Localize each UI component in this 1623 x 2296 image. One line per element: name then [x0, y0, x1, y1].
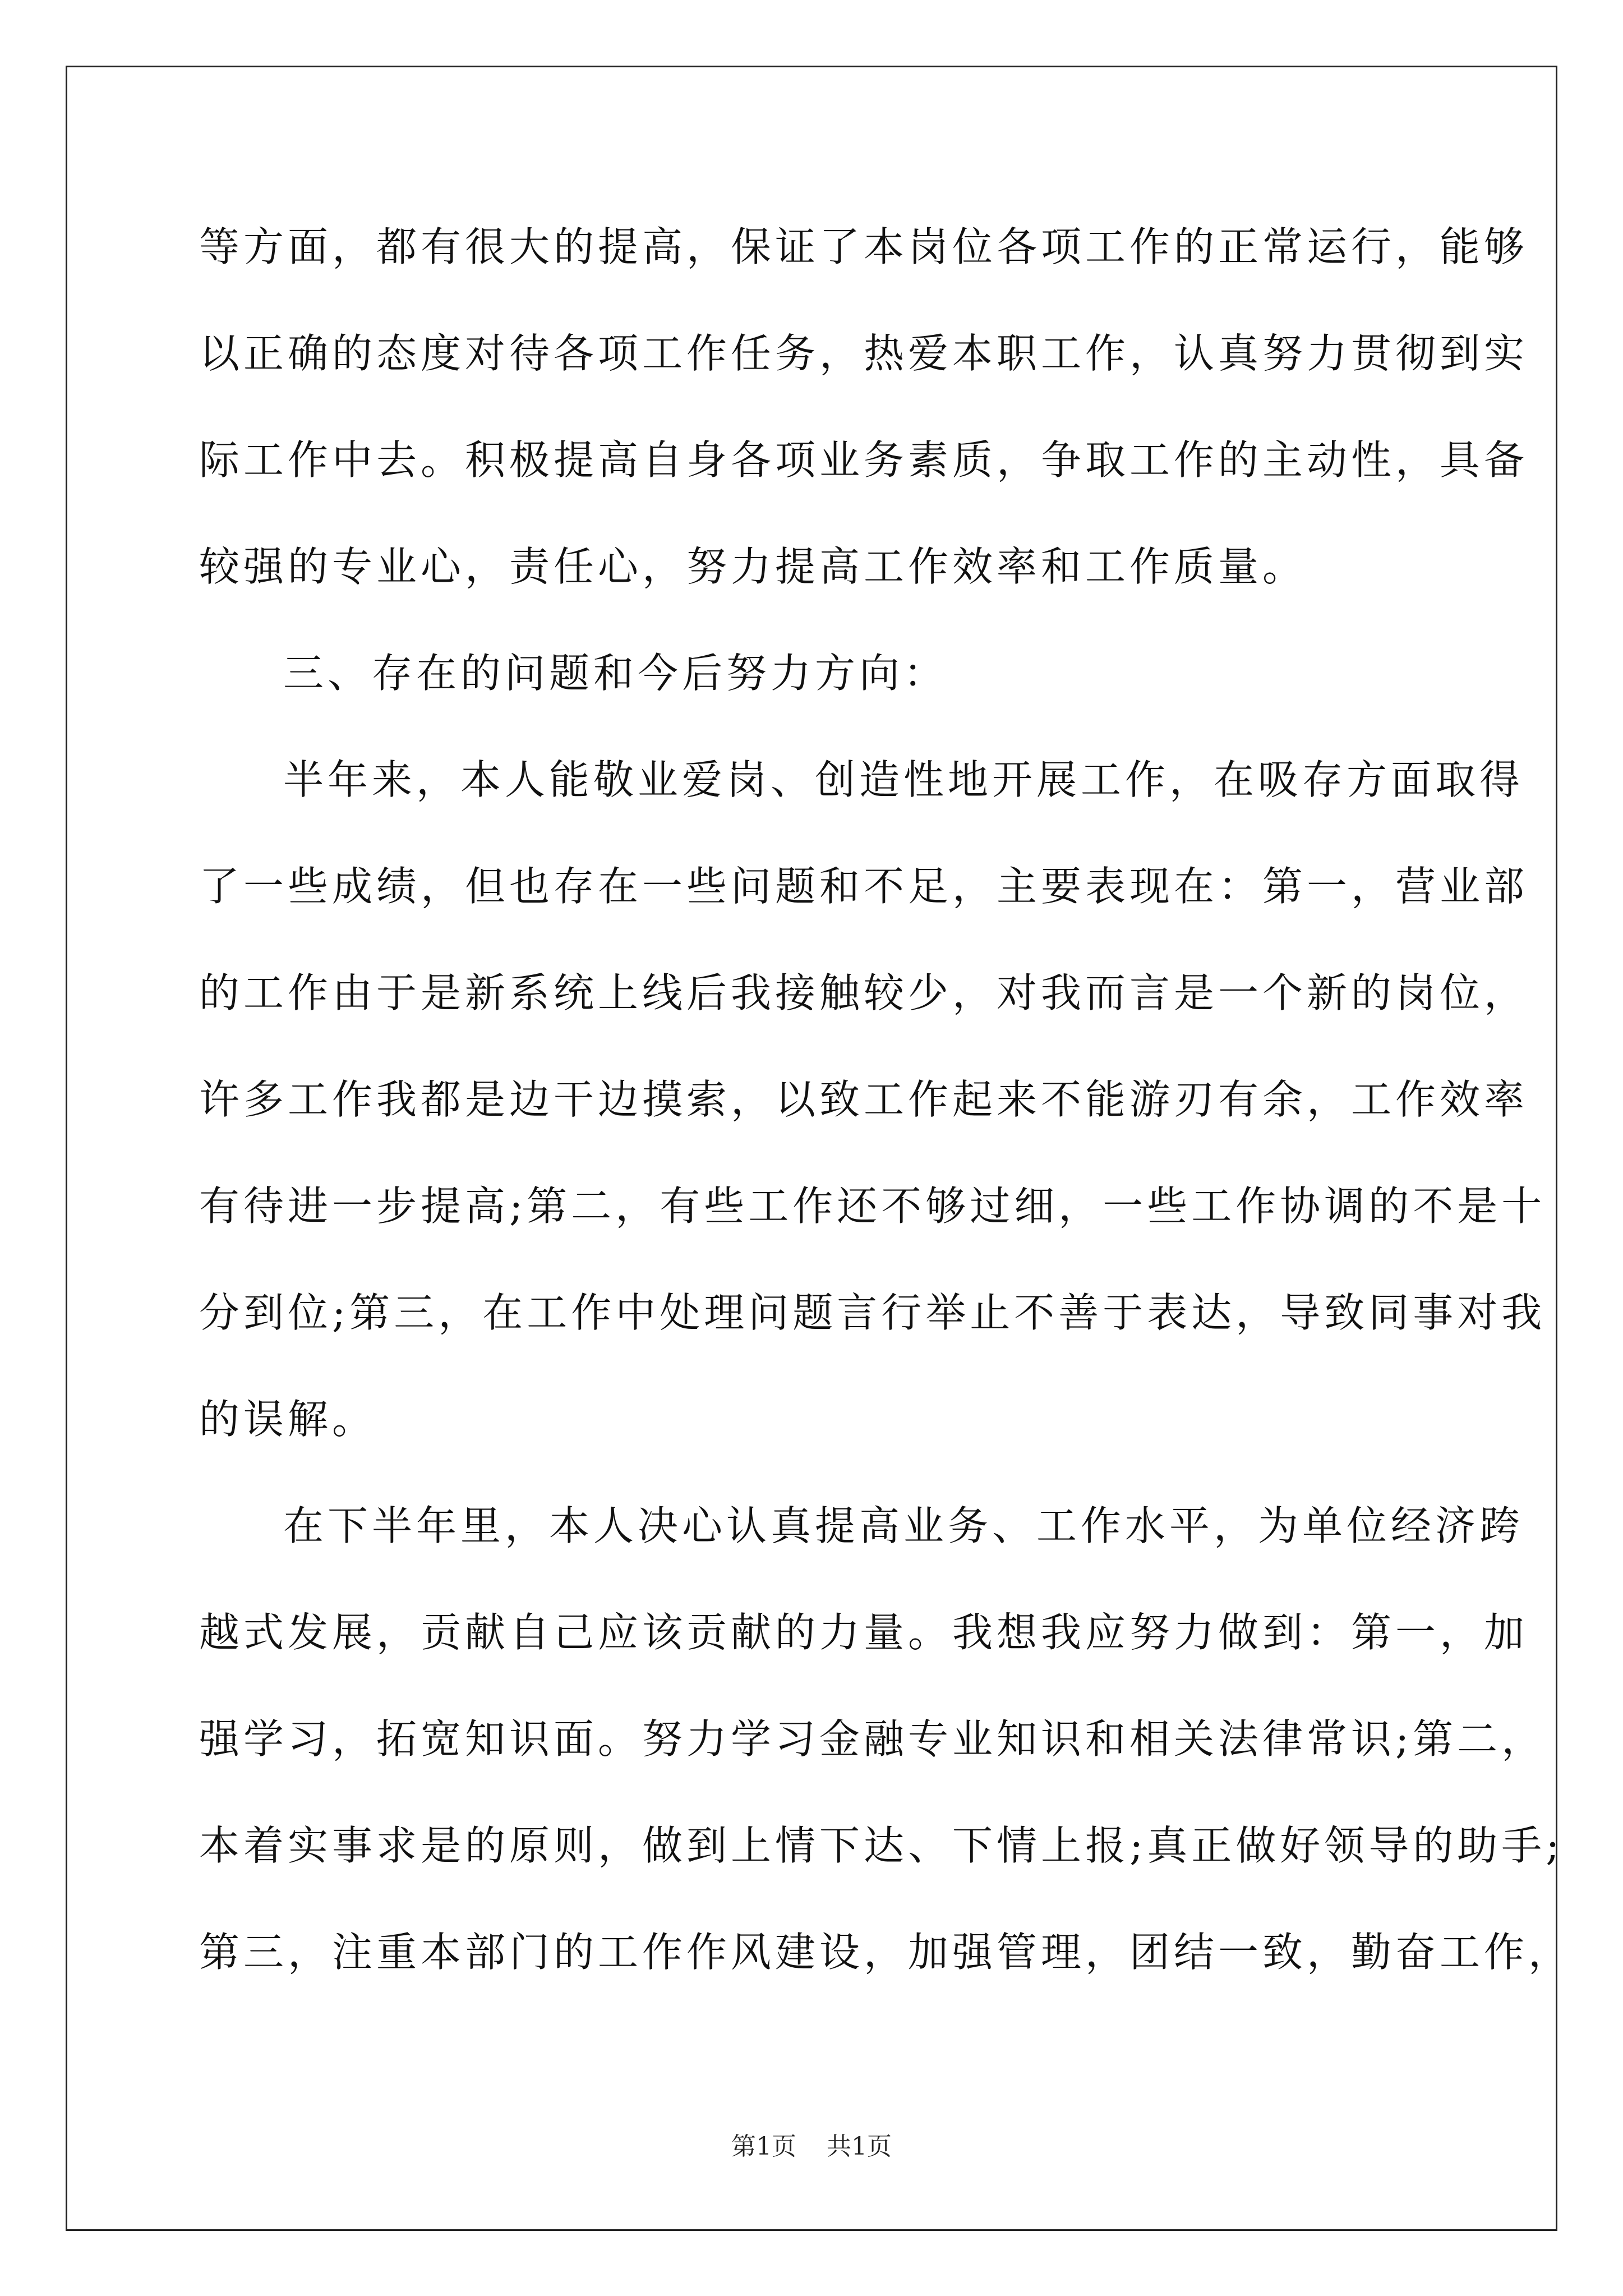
section-heading: 三、存在的问题和今后努力方向：	[283, 650, 948, 697]
text-line: 的工作由于是新系统上线后我接触较少，对我而言是一个新的岗位，	[199, 969, 1529, 1016]
text-line: 以正确的态度对待各项工作任务，热爱本职工作，认真努力贯彻到实	[199, 330, 1529, 377]
text-line: 半年来，本人能敬业爱岗、创造性地开展工作，在吸存方面取得	[283, 756, 1524, 803]
text-line: 较强的专业心，责任心，努力提高工作效率和工作质量。	[199, 543, 1307, 590]
page-number: 第1页	[731, 2132, 796, 2161]
text-line: 有待进一步提高;第二，有些工作还不够过细，一些工作协调的不是十	[199, 1182, 1546, 1230]
text-line: 等方面，都有很大的提高，保证了本岗位各项工作的正常运行，能够	[199, 223, 1529, 270]
page-footer	[0, 2126, 1623, 2162]
text-line: 了一些成绩，但也存在一些问题和不足，主要表现在：第一，营业部	[199, 863, 1529, 910]
text-line: 在下半年里，本人决心认真提高业务、工作水平，为单位经济跨	[283, 1502, 1524, 1549]
document-body	[199, 194, 1573, 2005]
text-line: 分到位;第三，在工作中处理问题言行举止不善于表达，导致同事对我	[199, 1289, 1546, 1336]
text-line: 许多工作我都是边干边摸索，以致工作起来不能游刃有余，工作效率	[199, 1076, 1529, 1123]
text-line: 本着实事求是的原则，做到上情下达、下情上报;真正做好领导的助手;	[199, 1822, 1564, 1869]
page-total: 共1页	[827, 2132, 892, 2161]
text-line: 际工作中去。积极提高自身各项业务素质，争取工作的主动性，具备	[199, 436, 1529, 484]
text-line: 越式发展，贡献自己应该贡献的力量。我想我应努力做到：第一，加	[199, 1609, 1529, 1656]
text-line: 的误解。	[199, 1396, 377, 1443]
text-line: 强学习，拓宽知识面。努力学习金融专业知识和相关法律常识;第二，	[199, 1715, 1546, 1763]
text-line: 第三，注重本部门的工作作风建设，加强管理，团结一致，勤奋工作，	[199, 1929, 1573, 1976]
